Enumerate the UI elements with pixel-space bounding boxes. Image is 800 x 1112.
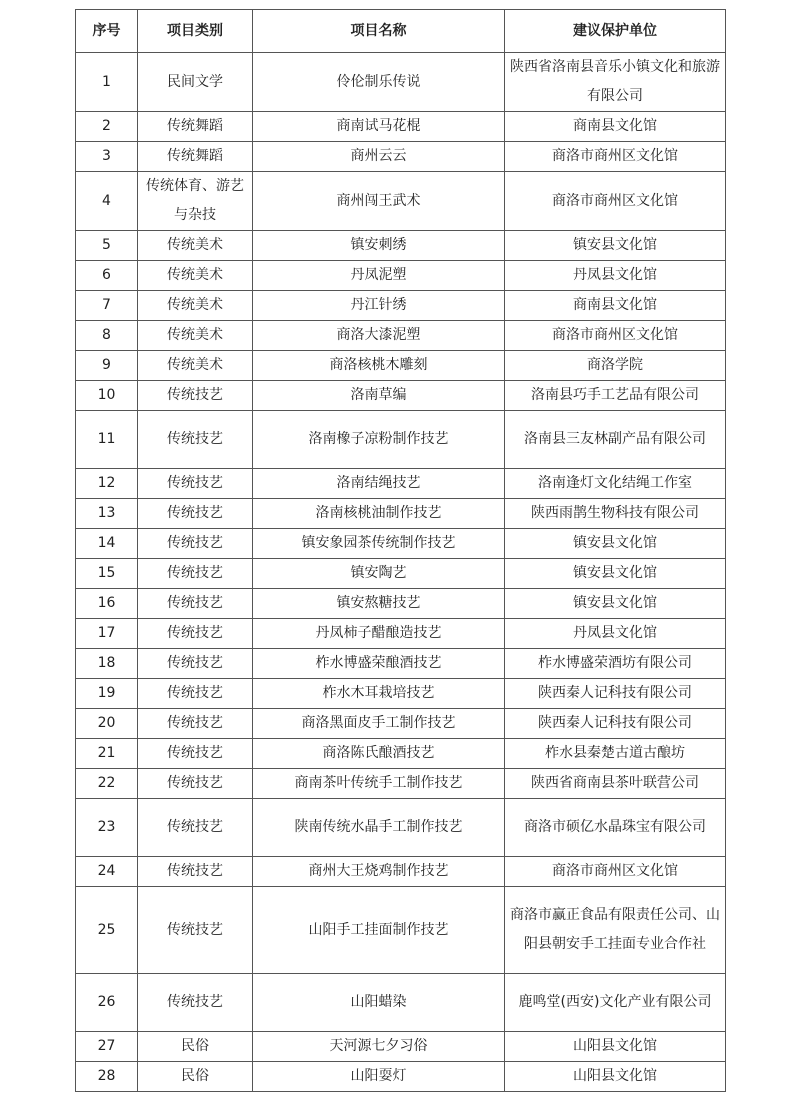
table-row — [76, 53, 726, 112]
cell-no: 12 — [76, 469, 138, 499]
heritage-table — [75, 9, 726, 1092]
cell-unit: 洛南县三友林副产品有限公司 — [505, 411, 726, 469]
cell-category: 传统技艺 — [138, 529, 253, 559]
cell-category: 传统技艺 — [138, 619, 253, 649]
table-row — [76, 769, 726, 799]
cell-category: 传统美术 — [138, 231, 253, 261]
cell-unit: 商洛市商州区文化馆 — [505, 142, 726, 172]
table-row — [76, 351, 726, 381]
cell-name: 商洛核桃木雕刻 — [253, 351, 505, 381]
cell-no: 11 — [76, 411, 138, 469]
cell-category: 传统技艺 — [138, 559, 253, 589]
cell-name: 镇安陶艺 — [253, 559, 505, 589]
cell-no: 9 — [76, 351, 138, 381]
cell-no: 13 — [76, 499, 138, 529]
cell-category: 传统技艺 — [138, 974, 253, 1032]
cell-category: 传统体育、游艺与杂技 — [138, 172, 253, 231]
cell-no: 2 — [76, 112, 138, 142]
table-row — [76, 321, 726, 351]
cell-no: 6 — [76, 261, 138, 291]
cell-name: 洛南结绳技艺 — [253, 469, 505, 499]
cell-unit: 鹿鸣堂(西安)文化产业有限公司 — [505, 974, 726, 1032]
table-row — [76, 142, 726, 172]
table-row — [76, 261, 726, 291]
cell-unit: 商南县文化馆 — [505, 291, 726, 321]
cell-name: 洛南核桃油制作技艺 — [253, 499, 505, 529]
table-row — [76, 172, 726, 231]
table-row — [76, 619, 726, 649]
cell-unit: 商洛市硕亿水晶珠宝有限公司 — [505, 799, 726, 857]
table-row — [76, 499, 726, 529]
cell-name: 商洛大漆泥塑 — [253, 321, 505, 351]
cell-name: 柞水木耳栽培技艺 — [253, 679, 505, 709]
cell-category: 传统舞蹈 — [138, 112, 253, 142]
cell-no: 26 — [76, 974, 138, 1032]
cell-name: 丹江针绣 — [253, 291, 505, 321]
cell-name: 天河源七夕习俗 — [253, 1032, 505, 1062]
cell-unit: 陕西省洛南县音乐小镇文化和旅游有限公司 — [505, 53, 726, 112]
cell-unit: 商洛市商州区文化馆 — [505, 857, 726, 887]
cell-unit: 商洛市赢正食品有限责任公司、山阳县朝安手工挂面专业合作社 — [505, 887, 726, 974]
cell-unit: 丹凤县文化馆 — [505, 261, 726, 291]
table-row — [76, 799, 726, 857]
cell-name: 镇安刺绣 — [253, 231, 505, 261]
cell-no: 24 — [76, 857, 138, 887]
table-row — [76, 709, 726, 739]
table-row — [76, 112, 726, 142]
header-category: 项目类别 — [138, 10, 253, 53]
cell-unit: 柞水县秦楚古道古酿坊 — [505, 739, 726, 769]
cell-category: 传统美术 — [138, 351, 253, 381]
table-row — [76, 649, 726, 679]
cell-category: 传统美术 — [138, 261, 253, 291]
cell-unit: 商洛学院 — [505, 351, 726, 381]
cell-no: 25 — [76, 887, 138, 974]
cell-name: 商洛陈氏酿酒技艺 — [253, 739, 505, 769]
cell-category: 传统技艺 — [138, 709, 253, 739]
table-row — [76, 739, 726, 769]
cell-name: 商州云云 — [253, 142, 505, 172]
cell-no: 14 — [76, 529, 138, 559]
cell-category: 传统技艺 — [138, 381, 253, 411]
cell-category: 传统技艺 — [138, 799, 253, 857]
cell-unit: 陕西秦人记科技有限公司 — [505, 709, 726, 739]
table-row — [76, 589, 726, 619]
cell-name: 山阳蜡染 — [253, 974, 505, 1032]
cell-name: 商州闯王武术 — [253, 172, 505, 231]
cell-unit: 柞水博盛荣酒坊有限公司 — [505, 649, 726, 679]
cell-name: 伶伦制乐传说 — [253, 53, 505, 112]
cell-name: 镇安象园茶传统制作技艺 — [253, 529, 505, 559]
table-row — [76, 679, 726, 709]
cell-category: 传统技艺 — [138, 499, 253, 529]
cell-unit: 镇安县文化馆 — [505, 231, 726, 261]
cell-no: 16 — [76, 589, 138, 619]
table-row — [76, 411, 726, 469]
cell-name: 镇安熬糖技艺 — [253, 589, 505, 619]
cell-unit: 山阳县文化馆 — [505, 1062, 726, 1092]
cell-category: 传统技艺 — [138, 469, 253, 499]
cell-no: 18 — [76, 649, 138, 679]
cell-no: 19 — [76, 679, 138, 709]
table-row — [76, 381, 726, 411]
table-row — [76, 1062, 726, 1092]
table-row — [76, 1032, 726, 1062]
table-row — [76, 291, 726, 321]
cell-category: 传统技艺 — [138, 887, 253, 974]
cell-unit: 陕西秦人记科技有限公司 — [505, 679, 726, 709]
cell-no: 27 — [76, 1032, 138, 1062]
cell-category: 传统技艺 — [138, 739, 253, 769]
table-body — [76, 53, 726, 1092]
cell-unit: 镇安县文化馆 — [505, 589, 726, 619]
cell-unit: 陕西雨鹊生物科技有限公司 — [505, 499, 726, 529]
cell-no: 15 — [76, 559, 138, 589]
cell-unit: 山阳县文化馆 — [505, 1032, 726, 1062]
cell-name: 洛南草编 — [253, 381, 505, 411]
header-name: 项目名称 — [253, 10, 505, 53]
cell-name: 商南试马花棍 — [253, 112, 505, 142]
cell-no: 8 — [76, 321, 138, 351]
table-row — [76, 974, 726, 1032]
cell-category: 传统技艺 — [138, 769, 253, 799]
cell-category: 民俗 — [138, 1062, 253, 1092]
cell-no: 5 — [76, 231, 138, 261]
cell-unit: 镇安县文化馆 — [505, 559, 726, 589]
cell-category: 民俗 — [138, 1032, 253, 1062]
cell-name: 丹凤柿子醋酿造技艺 — [253, 619, 505, 649]
cell-category: 民间文学 — [138, 53, 253, 112]
header-row — [76, 10, 726, 53]
table-row — [76, 529, 726, 559]
cell-category: 传统舞蹈 — [138, 142, 253, 172]
cell-no: 21 — [76, 739, 138, 769]
cell-no: 10 — [76, 381, 138, 411]
cell-no: 1 — [76, 53, 138, 112]
cell-unit: 镇安县文化馆 — [505, 529, 726, 559]
cell-no: 4 — [76, 172, 138, 231]
cell-name: 山阳耍灯 — [253, 1062, 505, 1092]
cell-unit: 陕西省商南县茶叶联营公司 — [505, 769, 726, 799]
cell-category: 传统技艺 — [138, 649, 253, 679]
cell-unit: 商南县文化馆 — [505, 112, 726, 142]
header-no: 序号 — [76, 10, 138, 53]
cell-unit: 丹凤县文化馆 — [505, 619, 726, 649]
table-row — [76, 469, 726, 499]
cell-name: 陕南传统水晶手工制作技艺 — [253, 799, 505, 857]
cell-no: 23 — [76, 799, 138, 857]
cell-no: 7 — [76, 291, 138, 321]
cell-category: 传统技艺 — [138, 589, 253, 619]
table-row — [76, 887, 726, 974]
cell-no: 22 — [76, 769, 138, 799]
cell-name: 丹凤泥塑 — [253, 261, 505, 291]
cell-no: 28 — [76, 1062, 138, 1092]
table-row — [76, 857, 726, 887]
cell-category: 传统技艺 — [138, 857, 253, 887]
cell-category: 传统技艺 — [138, 679, 253, 709]
cell-name: 商州大王烧鸡制作技艺 — [253, 857, 505, 887]
table-row — [76, 559, 726, 589]
cell-category: 传统技艺 — [138, 411, 253, 469]
cell-category: 传统美术 — [138, 321, 253, 351]
cell-name: 山阳手工挂面制作技艺 — [253, 887, 505, 974]
cell-unit: 洛南县巧手工艺品有限公司 — [505, 381, 726, 411]
cell-name: 商洛黑面皮手工制作技艺 — [253, 709, 505, 739]
cell-unit: 商洛市商州区文化馆 — [505, 172, 726, 231]
cell-unit: 商洛市商州区文化馆 — [505, 321, 726, 351]
cell-name: 商南茶叶传统手工制作技艺 — [253, 769, 505, 799]
header-unit: 建议保护单位 — [505, 10, 726, 53]
cell-no: 17 — [76, 619, 138, 649]
cell-category: 传统美术 — [138, 291, 253, 321]
cell-no: 20 — [76, 709, 138, 739]
cell-no: 3 — [76, 142, 138, 172]
cell-unit: 洛南逢灯文化结绳工作室 — [505, 469, 726, 499]
cell-name: 洛南橡子凉粉制作技艺 — [253, 411, 505, 469]
table-row — [76, 231, 726, 261]
cell-name: 柞水博盛荣酿酒技艺 — [253, 649, 505, 679]
